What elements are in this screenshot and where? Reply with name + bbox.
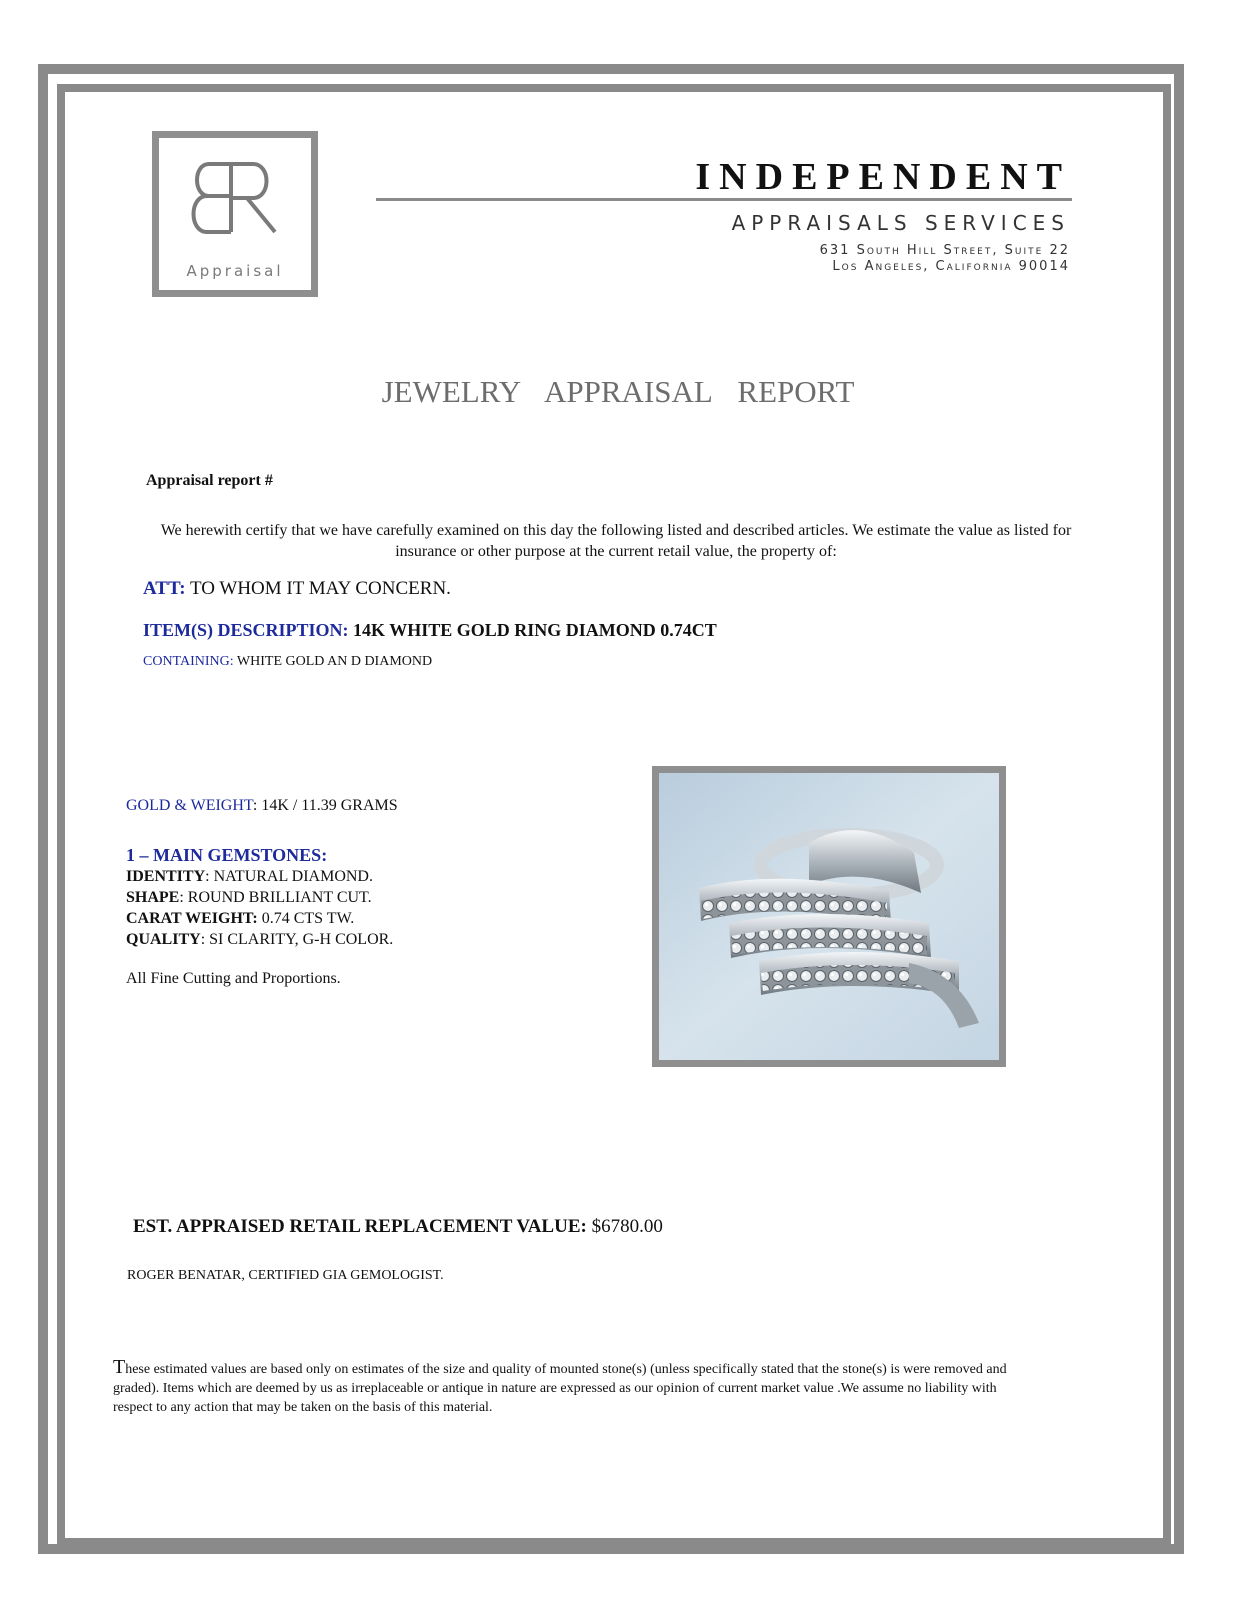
gemstones-heading: 1 – MAIN GEMSTONES: <box>126 845 328 865</box>
br-monogram-icon <box>187 160 283 238</box>
att-line <box>143 578 451 600</box>
diamond-ring-image <box>659 773 999 1060</box>
att-value: TO WHOM IT MAY CONCERN. <box>190 578 451 599</box>
identity-label: IDENTITY <box>126 868 206 885</box>
containing-label: CONTAINING: <box>143 654 234 669</box>
gemologist-signature: ROGER BENATAR, CERTIFIED GIA GEMOLOGIST. <box>127 1268 444 1283</box>
att-label: ATT: <box>143 578 186 599</box>
quality-value: : SI CLARITY, G-H COLOR. <box>200 931 394 948</box>
fine-cutting-note: All Fine Cutting and Proportions. <box>126 970 341 987</box>
address-line-2: Los Angeles, California 90014 <box>832 259 1070 274</box>
appraised-value-line <box>133 1216 663 1238</box>
gold-weight-label: GOLD & WEIGHT <box>126 797 253 814</box>
firm-subtitle: APPRAISALS SERVICES <box>731 211 1070 235</box>
header-divider <box>376 198 1072 201</box>
report-number-label: Appraisal report # <box>146 472 273 489</box>
disclaimer-text: hese estimated values are based only on estimates of the size and quality of mounted stone(s) (unless specifically stated that the stone(s) is were removed and graded). Items which are deemed by us as irreplaceable or antique in nature are expressed as our opinion of current market value .We assume no liability with respect to any action that may be taken on the basis of this material. <box>113 1362 1007 1415</box>
gemstones-section <box>126 845 393 950</box>
carat-label: CARAT WEIGHT: <box>126 910 258 927</box>
appraised-value-amount: $6780.00 <box>586 1216 663 1237</box>
certification-text: We herewith certify that we have carefully examined on this day the following listed and described articles. We estimate the value as listed for insurance or other purpose at the current retail value, the property of: <box>160 522 1072 560</box>
shape-line <box>126 887 393 908</box>
firm-name: INDEPENDENT <box>695 156 1071 198</box>
gold-weight-line <box>126 797 398 815</box>
containing-value: WHITE GOLD AN D DIAMOND <box>236 654 433 669</box>
identity-value: : NATURAL DIAMOND. <box>205 868 373 885</box>
carat-value: 0.74 CTS TW. <box>257 910 355 927</box>
report-title: JEWELRY APPRAISAL REPORT <box>381 374 855 409</box>
appraised-value-label: EST. APPRAISED RETAIL REPLACEMENT VALUE: <box>133 1216 587 1237</box>
ring-photo <box>652 766 1006 1067</box>
containing-line <box>143 654 432 670</box>
disclaimer-first-letter: T <box>113 1356 126 1378</box>
identity-line <box>126 866 393 887</box>
disclaimer <box>113 1358 1023 1417</box>
items-value: 14K WHITE GOLD RING DIAMOND 0.74CT <box>353 620 717 640</box>
shape-label: SHAPE <box>126 889 180 906</box>
company-logo <box>152 131 318 297</box>
address-line-1: 631 South Hill Street, Suite 22 <box>819 243 1070 258</box>
quality-label: QUALITY <box>126 931 201 948</box>
shape-value: : ROUND BRILLIANT CUT. <box>179 889 372 906</box>
quality-line <box>126 929 393 950</box>
items-label: ITEM(S) DESCRIPTION: <box>143 620 349 640</box>
carat-line <box>126 908 393 929</box>
gold-weight-value: : 14K / 11.39 GRAMS <box>252 797 398 814</box>
items-description <box>143 620 717 641</box>
logo-caption: Appraisal <box>186 262 284 280</box>
